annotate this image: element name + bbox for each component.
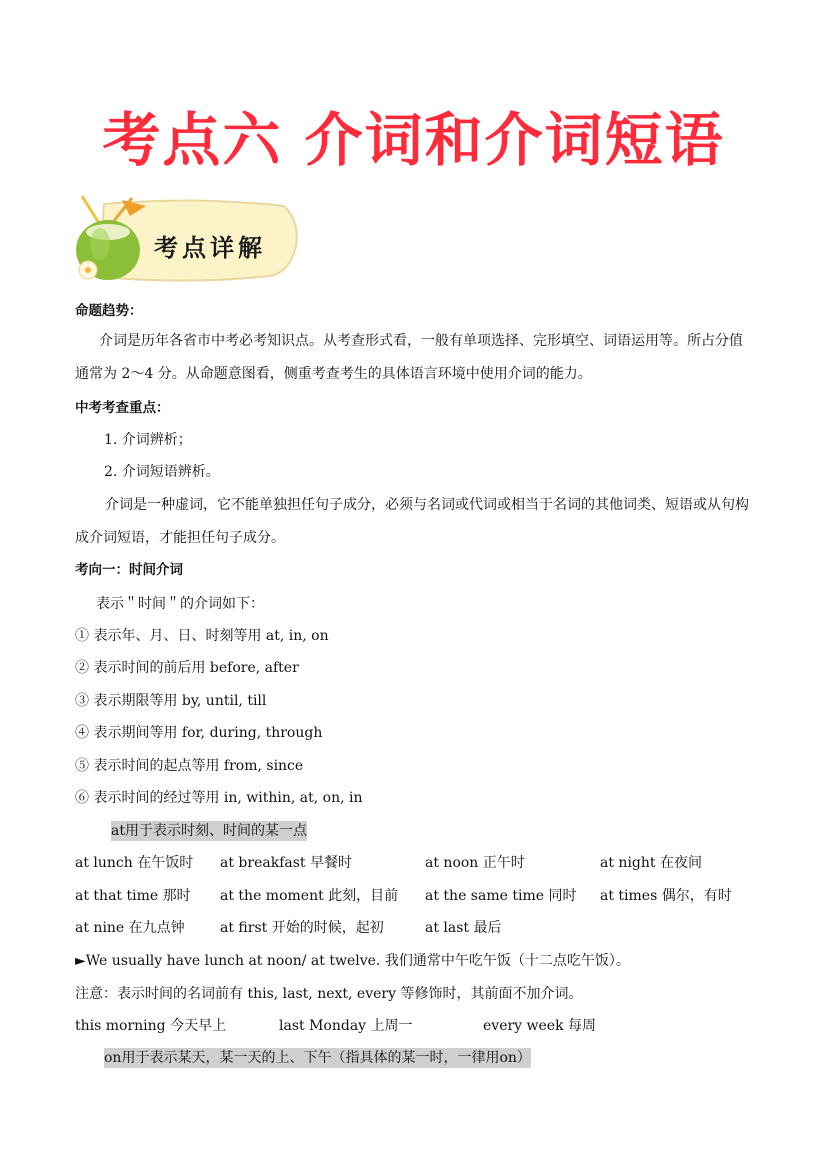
on-rule: 用于表示某天，某一天的上、下午（指具体的某一时，一律用 bbox=[121, 1050, 500, 1066]
phrase: at the same time 同时 bbox=[425, 888, 577, 904]
phrase: at nine 在九点钟 bbox=[75, 920, 185, 936]
focus-heading: 中考考查重点： bbox=[75, 400, 170, 416]
intro-text: 介词是一种虚词，它不能单独担任句子成分，必须与名词或代词或相当于名词的其他词类、短语或从句构成介词短语，才能担任句子成分。 bbox=[75, 497, 749, 546]
at-rule: 用于表示时刻、时间的某一点 bbox=[124, 823, 307, 839]
phrase: at that time 那时 bbox=[75, 888, 191, 904]
trend-text: 介词是历年各省市中考必考知识点。从考查形式看，一般有单项选择、完形填空、词语运用等。所占分值通常为 2～4 分。从命题意图看，侧重考查考生的具体语言环境中使用介词的能力。 bbox=[75, 333, 743, 382]
on-word: on bbox=[104, 1050, 122, 1066]
direction1-heading: 考向一：时间介词 bbox=[75, 562, 183, 578]
focus-item: 1. 介词辨析； bbox=[104, 432, 192, 448]
page-title: 考点六 介词和介词短语 bbox=[102, 106, 725, 174]
time-rule: ② 表示时间的前后用 before, after bbox=[75, 660, 299, 676]
banner-label: 考点详解 bbox=[154, 234, 266, 262]
phrase: at night 在夜间 bbox=[600, 855, 702, 871]
phrase: at noon 正午时 bbox=[425, 855, 525, 871]
note-text: 注意：表示时间的名词前有 this, last, next, every 等修饰时，其前面不加介词。 bbox=[75, 986, 583, 1002]
on-rule-highlight bbox=[104, 1048, 531, 1068]
at-rule-highlight bbox=[111, 821, 307, 841]
example-sentence: ►We usually have lunch at noon/ at twelve. 我们通常中午吃午饭（十二点吃午饭）。 bbox=[75, 953, 630, 969]
phrase: at first 开始的时候，起初 bbox=[220, 920, 384, 936]
note-phrase: last Monday 上周一 bbox=[279, 1018, 413, 1034]
trend-heading: 命题趋势： bbox=[75, 303, 143, 319]
on-word: on bbox=[499, 1050, 517, 1066]
note-phrase: this morning 今天早上 bbox=[75, 1018, 227, 1034]
phrase: at the moment 此刻，目前 bbox=[220, 888, 399, 904]
at-word: at bbox=[111, 823, 125, 839]
phrase: at times 偶尔，有时 bbox=[600, 888, 732, 904]
focus-item: 2. 介词短语辨析。 bbox=[104, 464, 220, 480]
time-rule: ④ 表示期间等用 for, during, through bbox=[75, 725, 323, 741]
time-rule: ① 表示年、月、日、时刻等用 at, in, on bbox=[75, 628, 329, 644]
phrase: at last 最后 bbox=[425, 920, 502, 936]
phrase: at breakfast 早餐时 bbox=[220, 855, 352, 871]
phrase: at lunch 在午饭时 bbox=[75, 855, 194, 871]
direction1-intro: 表示＂时间＂的介词如下： bbox=[96, 596, 264, 612]
on-rule-close: ） bbox=[516, 1050, 531, 1066]
time-rule: ⑥ 表示时间的经过等用 in, within, at, on, in bbox=[75, 790, 363, 806]
time-rule: ③ 表示期限等用 by, until, till bbox=[75, 693, 267, 709]
time-rule: ⑤ 表示时间的起点等用 from, since bbox=[75, 758, 304, 774]
note-phrase: every week 每周 bbox=[483, 1018, 597, 1034]
